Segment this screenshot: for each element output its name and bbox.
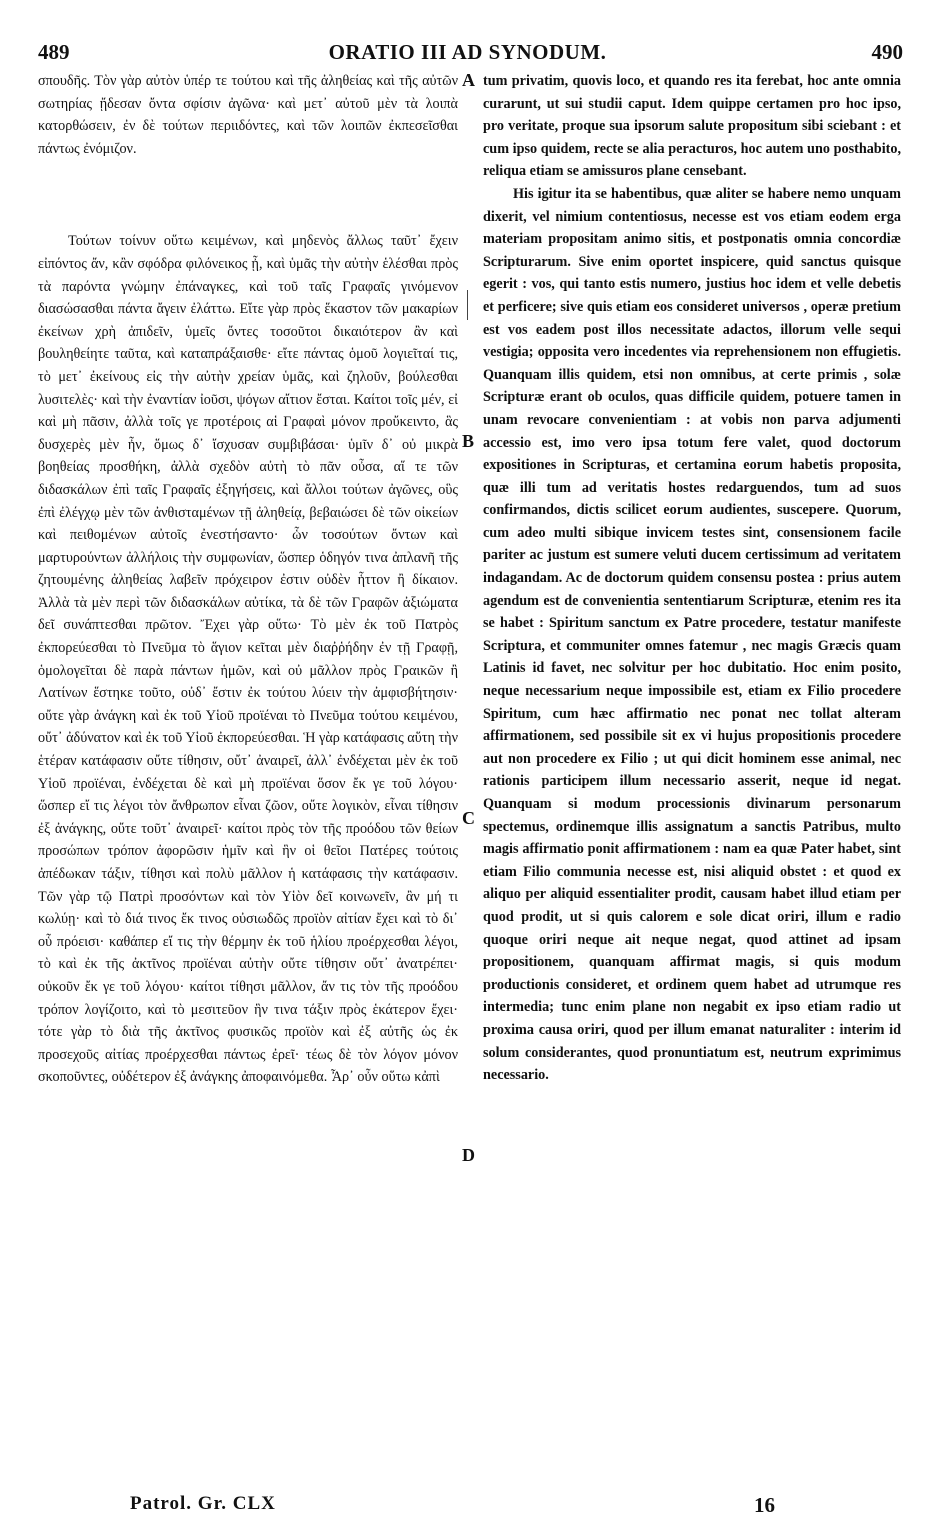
page-number-left: 489 [38,40,70,64]
running-title: ORATIO III AD SYNODUM. [328,40,607,64]
section-mark-a: A [462,70,475,90]
footer-citation: Patrol. Gr. CLX [130,1493,276,1514]
section-mark-b: B [462,431,475,451]
running-header [28,40,907,68]
section-mark-d: D [462,1145,475,1165]
latin-column [483,70,901,1087]
greek-column [38,70,458,1089]
greek-paragraph-1: σπουδῆς. Τὸν γὰρ αὐτὸν ὑπέρ τε τούτου καὶ τῆς ἀληθείας καὶ τῆς αὐτῶν σωτηρίας ᾔδεσαν ὄντα σφίσιν ἀγῶνα· καὶ μετ᾽ αὐτοῦ μὲν τὰ λοιπὰ κατορθώσειν, ἐν δὲ τούτων περιιδόντες, καὶ τῶν λοιπῶν ἐκπεσεῖσθαι πάντως ἐνόμιζον. [38,73,458,157]
section-mark-c: C [462,808,475,828]
footer-signature: 16 [754,1493,775,1517]
latin-paragraph-1: tum privatim, quovis loco, et quando res ita ferebat, hoc ante omnia curarunt, ut sui studii caput. Idem quippe certamen pro hoc ipso, pro veritate, proque sua ipsorum salute propositum sibi sciebant : et cum ipso quidem, recte se alia peracturos, hoc autem uno posthabito, reliqua etiam se amissuros plane censebant. [483,73,901,180]
latin-paragraph-2: His igitur ita se habentibus, quæ aliter se habere nemo unquam dixerit, vel nimium contentiosus, necesse est vos etiam eodem erga materiam propositam animo sitis, et postponatis omnia concordiæ Scripturarum. Sive enim oportet inspicere, quid sanctus quisque egerit : vos, qui tanto estis numero, justius hoc idem et velle debetis et perficere; sive quis etiam eos consideret universos , operæ pretium est vos eadem post illos necessitate adactos, illorum velle sequi vestigia; opposita vero incedentes via reprehensionem non effugietis. Quanquam illis quidem, etsi non omnibus, at certe primis , solæ Scripturæ erant ob oculos, quas difficile quidem, potuere tamen in unam revocare convenientiam : at vobis non parva adjumenti accessio est, imo vero ipsa totum fere valet, quod doctorum expositiones in Scripturas, et certamina eorum habetis proposita, quæ illi tum ad veritatis hostes redarguendos, tum ad suos confirmandos, dictis scilicet eorum audientes, suscepere. Quorum, cum adeo multi sibique invicem testes sint, consensionem facile pariter ac justum est sumere veluti ducem certissimum ad veritatem indagandam. Ac de doctorum quidem consensu postea : prius autem agendum est de convenientia sententiarum Scripturæ, etenim res ita se habet : Spiritum sanctum ex Patre procedere, testatur manifeste Scriptura, et communiter omnes fatemur , nec magis Græcis quam Latinis id favet, nec solvitur per hoc dubitatio. Hoc enim posito, neque necessarium neque impossibile est, etiam ex Filio procedere Spiritum, cum hæc affirmatio nec ponat nec tollat alteram affirmationem, sed possibile sit ex vi hujus propositionis procedere aut non procedere ex Filio ; ut qui dicit hominem esse animal, nec rationis participem illum necessario asserit, neque id negat. Quanquam si modum processionis divinarum personarum spectemus, ordinemque illis assignatum a sanctis Patribus, multo magis affirmatio ponit affirmationem : nam ea quæ Pater habet, sint etiam Filio communia necesse est, nisi aliquid obstet : et quod ex aliquo per aliquid essentialiter prodit, causam habet illud etiam per quod prodit, ut si quis calorem e sole dicat oriri, illum e radio quoque oriri neque ait neque negat, quod attinet ad ipsam propositionem, quanquam affirmat magis, si quis modum productionis consideret, et ordinem quem habet ad utrumque res intermedia; tunc enim plane non negabit ex ipso etiam radio ut proxima causa oriri, quod per illum emanat naturaliter : interim id solum considerantes, quod pronuntiatum est, neutrum exprimimus necessario. [483,185,901,1084]
greek-paragraph-2: Τούτων τοίνυν οὕτω κειμένων, καὶ μηδενὸς ἄλλως ταῦτ᾽ ἔχειν εἰπόντος ἄν, κἂν σφόδρα φιλόνεικος ᾖ, καὶ ὑμᾶς τὴν αὐτὴν ἑλέσθαι πρὸς τὰ παρόντα γνώμην ἐπάναγκες, καὶ τοῦ ταῖς Γραφαῖς γινόμενον διασώσασθαι πάντα ἄγειν ἐλάττω. Εἴτε γὰρ πρὸς ἕκαστον τῶν μακαρίων ἐκείνων χρὴ ἀπιδεῖν, ὑμεῖς ὄντες τοσοῦτοι δικαιότερον ἂν καὶ βουληθείητε ταῦτα, καὶ καταπράξαισθε· εἴτε πάντας ὁμοῦ λογιεῖταί τις, τὸ μετ᾽ ἐκείνους εἰς τὴν αὐτὴν χρείαν ὑμᾶς, καὶ ζηλοῦν, βούλεσθαι λυσιτελὲς· καὶ τὴν ἐναντίαν ἰοῦσι, ψόγων αἴτιον ἔσται. Καίτοι τοῖς μέν, εἰ καὶ μὴ πᾶσιν, ἀλλὰ τοῖς γε προτέροις αἱ Γραφαὶ μόνον προὔκειντο, ἃς δυσχερὲς μὲν ἦν, ὅμως δ᾽ ἴσχυσαν συμβιβάσαι· ὑμῖν δ᾽ οὐ μικρὰ βοηθείας προσθήκη, ἀλλὰ σχεδὸν αὐτὴ τὸ πᾶν οὖσα, αἵ τε τῶν διδασκάλων ἐπὶ ταῖς Γραφαῖς ἐξηγήσεις, καὶ ἄλλοι τούτων ἀγῶνες, οὓς ἐπὶ ἐλέγχῳ μὲν τῶν ἀνθισταμένων τῇ ἀληθείᾳ, βεβαιώσει δὲ τῶν οἰκείων καὶ πειθομένων αὐτοῖς ἐνεστήσαντο· ὧν τοσούτων ὄντων καὶ μαρτυρούντων ἀλλήλοις τὴν συμφωνίαν, ὥσπερ ὁδηγόν τινα ἀπλανῆ τῆς ζητουμένης ἀληθείας λαβεῖν πρόχειρον ἐστιν οὐδὲν ἧττον ἢ δίκαιον. Ἀλλὰ τὰ μὲν περὶ τῶν διδασκάλων αὐτίκα, τὰ δὲ τῶν Γραφῶν ἀξιώματα δεῖ συνάπτεσθαι πρῶτον. Ἔχει γὰρ οὕτω· Τὸ μὲν ἐκ τοῦ Πατρὸς ἐκπορεύεσθαι τὸ Πνεῦμα τὸ ἅγιον κεῖται μὲν διαῤῥήδην ἐν τῇ Γραφῇ, ὁμολογεῖται δὲ παρὰ πάντων ἡμῶν, καὶ οὐ μᾶλλον πρὸς Γραικῶν ἢ Λατίνων ἕστηκε τοῦτο, οὐδ᾽ ἔστιν ἐκ τούτου λύειν τὴν ἀμφισβήτησιν· οὔτε γὰρ ἀνάγκη καὶ ἐκ τοῦ Υἱοῦ προϊέναι τὸ Πνεῦμα τούτου κειμένου, οὔτ᾽ ἀδύνατον καὶ ἐκ τοῦ Υἱοῦ ἐκπορεύεσθαι. Ἡ γὰρ κατάφασις αὕτη τὴν ἑτέραν κατάφασιν οὔτε τίθησιν, οὔτ᾽ ἀναιρεῖ, ἀλλ᾽ ἐνδέχεται μὲν ἐκ τοῦ Υἱοῦ προϊέναι, ἐνδέχεται δὲ καὶ μὴ προϊέναι ὅσον ἔκ γε τοῦ λόγου· ὥσπερ εἴ τις λέγοι τὸν ἄνθρωπον εἶναι ζῶον, οὔτε λογικὸν, εἶναι τίθησιν ἐξ ἀνάγκης, οὔτε τοῦτ᾽ ἀναιρεῖ· καίτοι πρὸς τὸν τῆς προόδου τῶν θείων προσώπων τρόπον ἀφορῶσιν ἡμῖν καὶ ἣν οἱ θεῖοι Πατέρες τούτοις ἀπέδωκαν τάξιν, τίθησι καὶ πολὺ μᾶλλον ἡ κατάφασις τὴν κατάφασιν. Τῶν γὰρ τῷ Πατρὶ προσόντων καὶ τὸν Υἱὸν δεῖ κοινωνεῖν, ἂν μή τι κωλύῃ· καὶ τὸ διά τινος ἔκ τινος οὐσιωδῶς προϊὸν αἰτίαν ἔχει καὶ τὸ δι᾽ οὗ πρόεισι· καθάπερ εἴ τις τὴν θέρμην ἐκ τοῦ ἡλίου προέρχεσθαι λέγοι, τὸ καὶ ἐκ τῆς ἀκτῖνος προϊέναι αὐτὴν οὔτε τίθησιν οὔτ᾽ ἀνατρέπει· οὐκοῦν ἔκ γε τοῦ λόγου· καίτοι τίθησι μᾶλλον, ἄν τις τὸν τῆς προόδου τρόπον λογίζοιτο, καὶ τὸ μεσιτεῦον ἣν τινα τάξιν πρὸς ἑκάτερον ἔχει· τότε γὰρ τὸ διὰ τῆς ἀκτῖνος φυσικῶς προϊὸν καὶ ἐξ αὐτῆς ὡς ἐκ προσεχοῦς αἰτίας προέρχεσθαι πάντως ἐρεῖ· τέως δὲ τὸν λόγον μόνον σκοποῦντες, οὐδέτερον ἐξ ἀνάγκης ἀποφαινόμεθα. Ἆρ᾽ οὖν οὕτω κἀπὶ [38,233,458,1086]
page-number-right: 490 [871,40,903,64]
column-divider [467,290,468,320]
